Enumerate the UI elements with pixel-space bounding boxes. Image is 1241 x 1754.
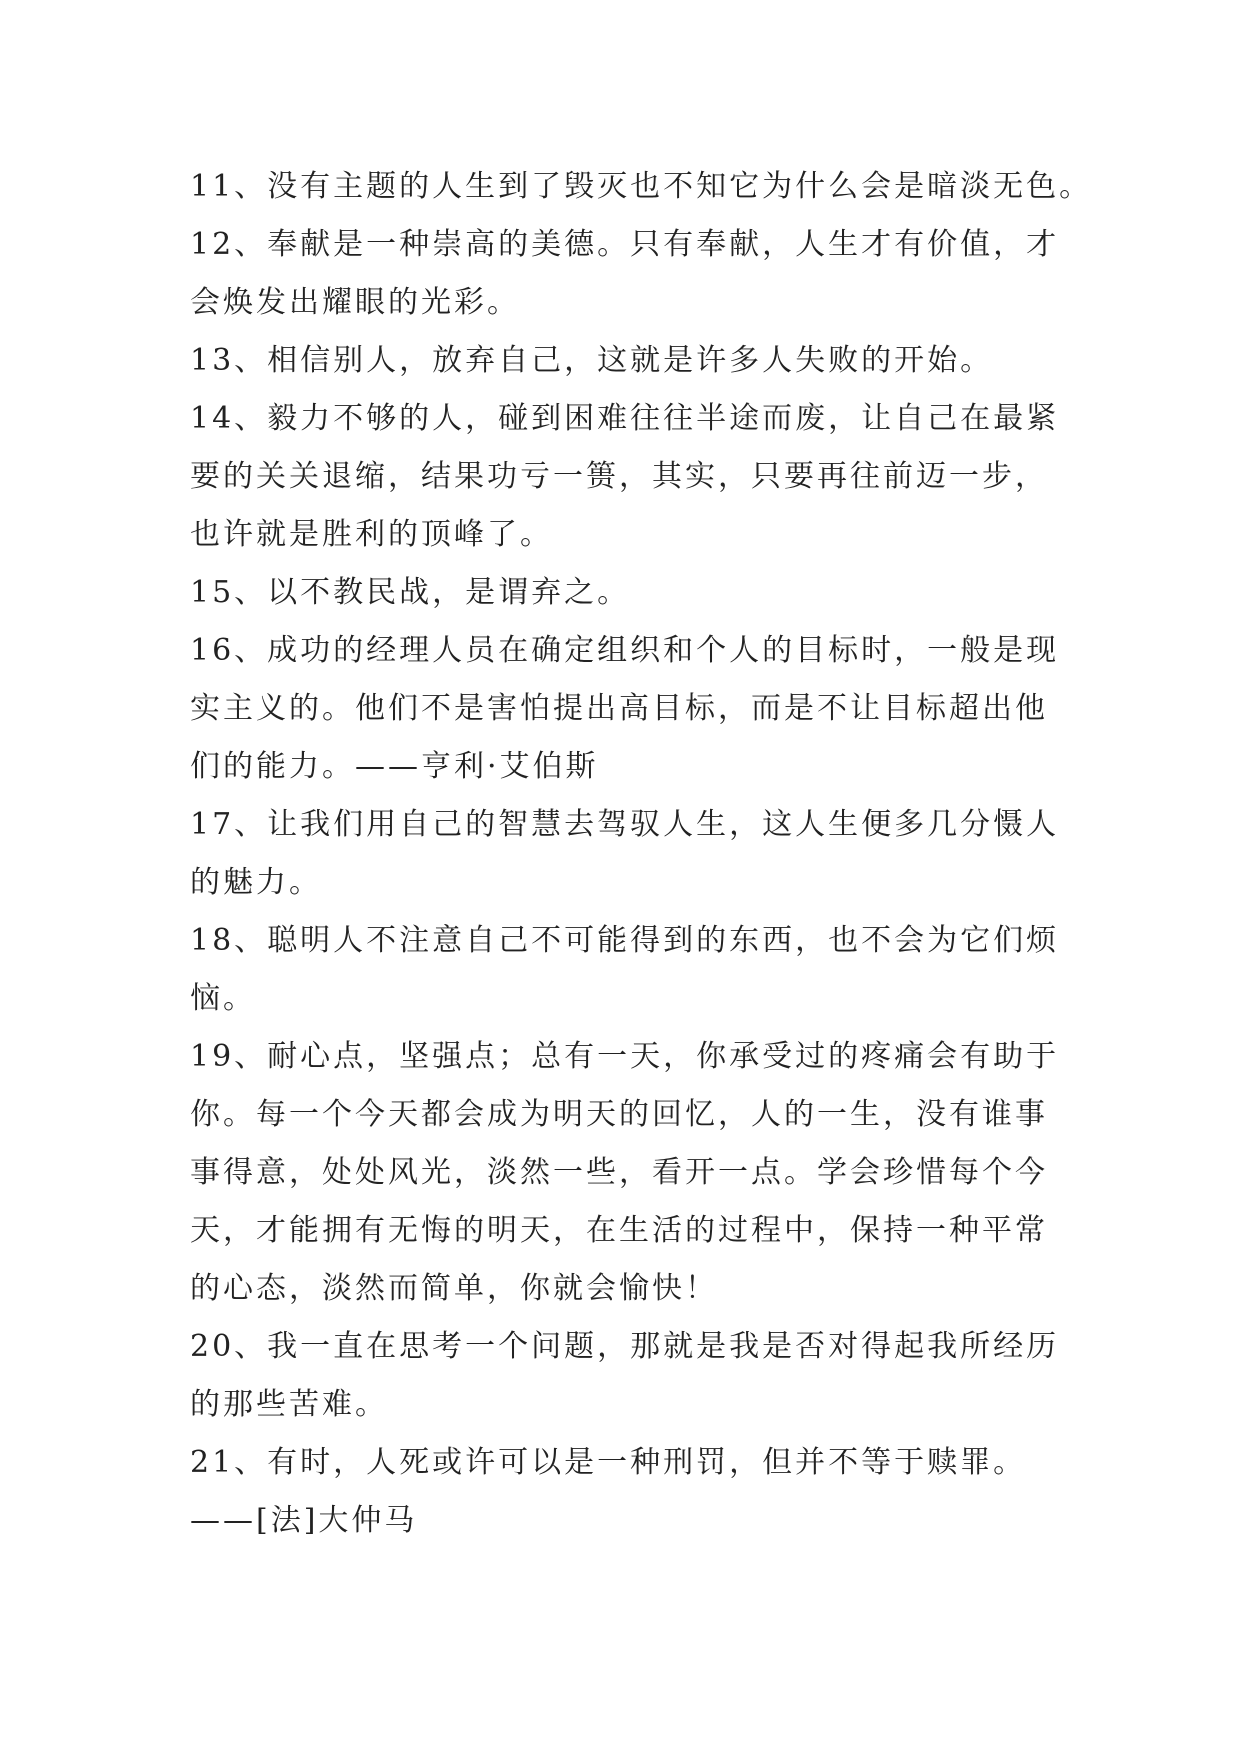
text-line: 你。每一个今天都会成为明天的回忆，人的一生，没有谁事 bbox=[190, 1097, 1048, 1132]
text-line: ——[法]大仲马 bbox=[190, 1503, 418, 1538]
text-line: 的魅力。 bbox=[190, 865, 322, 900]
text-line: 16、成功的经理人员在确定组织和个人的目标时，一般是现 bbox=[190, 633, 1060, 668]
text-line: 15、以不教民战，是谓弃之。 bbox=[190, 575, 631, 610]
text-line: 要的关关退缩，结果功亏一篑，其实，只要再往前迈一步， bbox=[190, 459, 1048, 494]
text-line: 会焕发出耀眼的光彩。 bbox=[190, 285, 520, 320]
text-line: 天，才能拥有无悔的明天，在生活的过程中，保持一种平常 bbox=[190, 1213, 1048, 1248]
text-line: 的那些苦难。 bbox=[190, 1387, 388, 1422]
text-line: 的心态，淡然而简单，你就会愉快！ bbox=[190, 1271, 718, 1306]
document-body bbox=[190, 158, 1093, 1550]
text-line: 20、我一直在思考一个问题，那就是我是否对得起我所经历 bbox=[190, 1329, 1060, 1364]
text-line: 21、有时，人死或许可以是一种刑罚，但并不等于赎罪。 bbox=[190, 1445, 1027, 1480]
text-line: 19、耐心点，坚强点；总有一天，你承受过的疼痛会有助于 bbox=[190, 1039, 1060, 1074]
text-line: 17、让我们用自己的智慧去驾驭人生，这人生便多几分慑人 bbox=[190, 807, 1060, 842]
text-line: 们的能力。——亨利·艾伯斯 bbox=[190, 749, 599, 784]
text-line: 实主义的。他们不是害怕提出高目标，而是不让目标超出他 bbox=[190, 691, 1048, 726]
text-line: 事得意，处处风光，淡然一些，看开一点。学会珍惜每个今 bbox=[190, 1155, 1048, 1190]
text-line: 11、没有主题的人生到了毁灭也不知它为什么会是暗淡无色。 bbox=[190, 169, 1093, 204]
text-line: 13、相信别人，放弃自己，这就是许多人失败的开始。 bbox=[190, 343, 994, 378]
text-line: 恼。 bbox=[190, 981, 256, 1016]
text-line: 18、聪明人不注意自己不可能得到的东西，也不会为它们烦 bbox=[190, 923, 1060, 958]
text-line: 14、毅力不够的人，碰到困难往往半途而废，让自己在最紧 bbox=[190, 401, 1060, 436]
text-line: 12、奉献是一种崇高的美德。只有奉献，人生才有价值，才 bbox=[190, 227, 1060, 262]
text-line: 也许就是胜利的顶峰了。 bbox=[190, 517, 553, 552]
